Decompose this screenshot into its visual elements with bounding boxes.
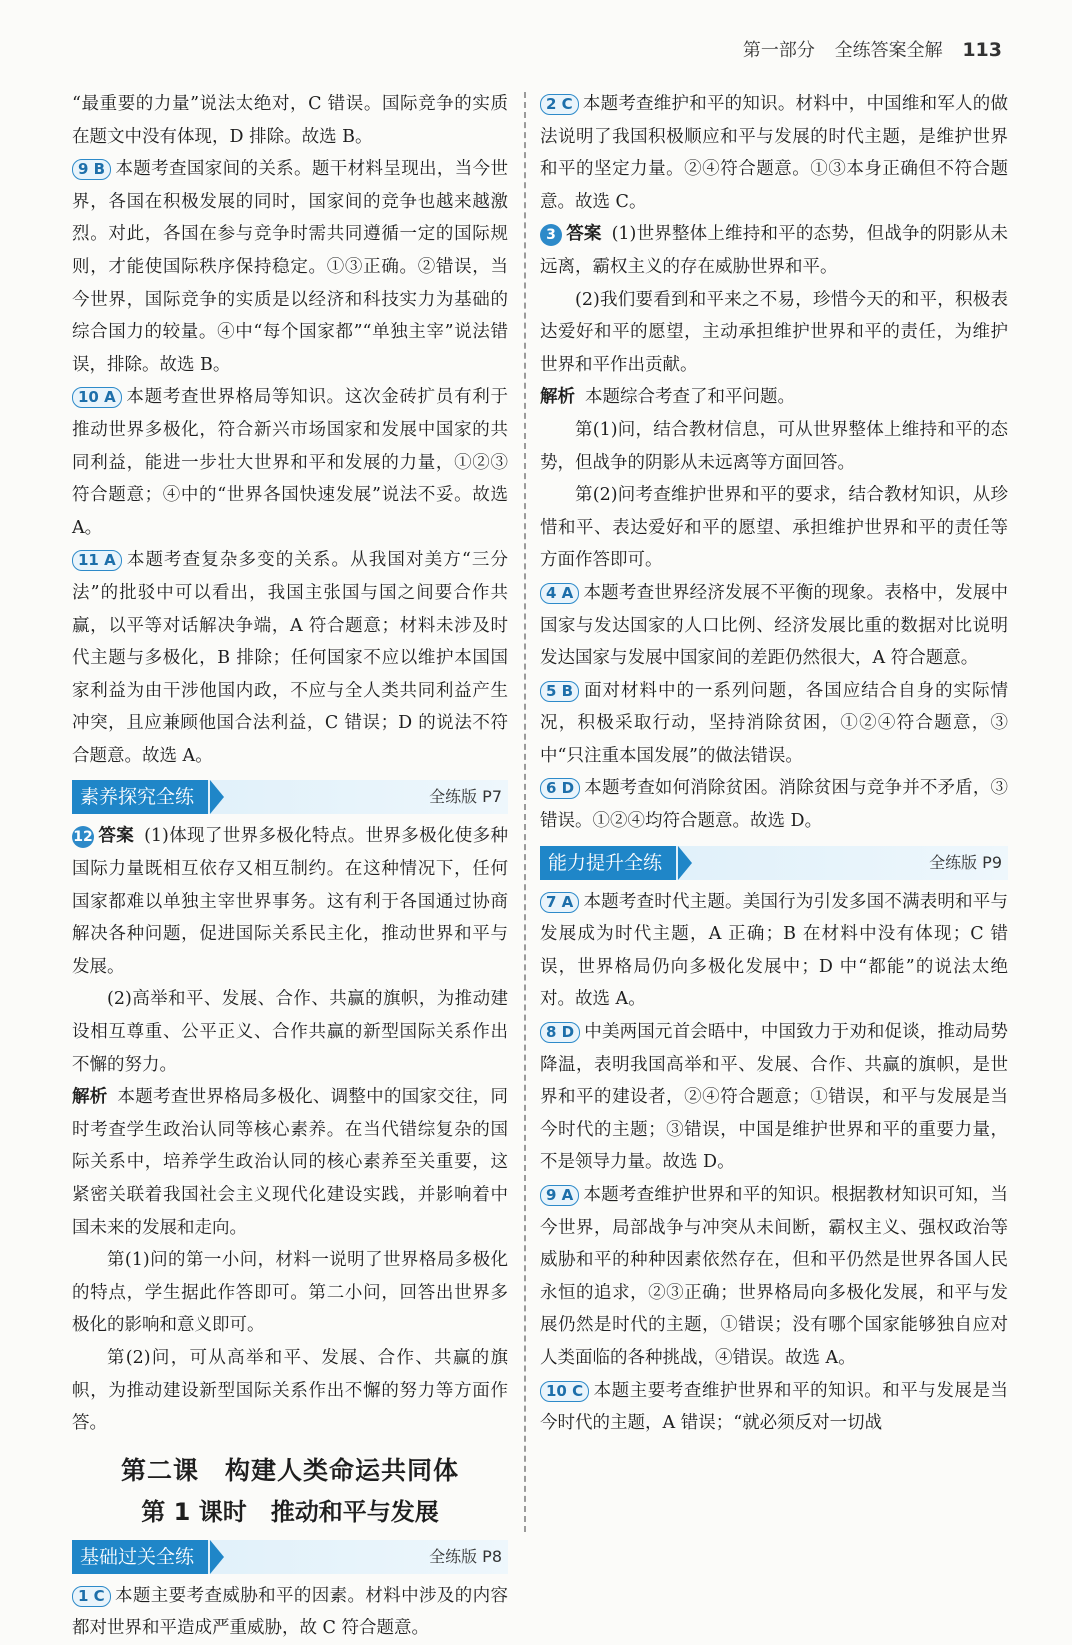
answer-item: [72, 820, 508, 983]
answer-tag: 10 A: [72, 387, 122, 408]
analysis-label: 解析: [72, 1087, 108, 1108]
section-header: [540, 846, 1008, 880]
answer-tag: 6 D: [540, 778, 580, 799]
answer-label: 答案: [98, 826, 135, 847]
answer-label: 答案: [566, 224, 602, 245]
header-part: 第一部分: [742, 40, 815, 61]
answer-tag: 4 A: [540, 583, 579, 604]
answer-text: 本题考查如何消除贫困。消除贫困与竞争并不矛盾，③错误。①②④均符合题意。故选 D。: [540, 778, 1008, 832]
page-number: 113: [962, 39, 1002, 61]
answer-text: (2)高举和平、发展、合作、共赢的旗帜，为推动建设相互尊重、公平正义、合作共赢的新型国际关系作出不懈的努力。: [72, 989, 508, 1075]
continued-answer: “最重要的力量”说法太绝对，C 错误。国际竞争的实质在题文中没有体现，D 排除。故选 B。: [72, 94, 508, 147]
section-arrow-icon: [210, 780, 224, 814]
answer-item: [540, 88, 1008, 218]
analysis-para: [72, 1081, 508, 1244]
lesson-title: 第二课 构建人类命运共同体: [120, 1455, 459, 1485]
answer-tag: 11 A: [72, 550, 122, 571]
answer-item: [72, 1580, 508, 1645]
section-arrow-icon: [210, 1540, 224, 1574]
column-divider: [524, 92, 526, 1532]
answer-item: [540, 772, 1008, 837]
answer-item: [72, 381, 508, 544]
analysis-text: 第(1)问，结合教材信息，可从世界整体上维持和平的态势，但战争的阴影从未远离等方面回答。: [540, 419, 1008, 473]
answer-text: (2)我们要看到和平来之不易，珍惜今天的和平，积极表达爱好和平的愿望，主动承担维护世界和平的责任，为维护世界和平作出贡献。: [540, 289, 1008, 375]
analysis-text: 本题考查世界格局多极化、调整中的国家交往，同时考查学生政治认同等核心素养。在当代错综复杂的国际关系中，培养学生政治认同的核心素养至关重要，这紧密关联着我国社会主义现代化建设实践，并影响着中国未来的发展和走向。: [72, 1087, 509, 1238]
section-title: 素养探究全练: [72, 780, 208, 814]
analysis-text: 本题综合考查了和平问题。: [585, 387, 795, 408]
analysis-text: 第(2)问，可从高举和平、发展、合作、共赢的旗帜，为推动建设新型国际关系作出不懈的努力等方面作答。: [72, 1347, 508, 1434]
answer-item: [72, 153, 508, 381]
header-title: 全练答案全解: [834, 40, 943, 61]
answer-item: [540, 886, 1008, 1016]
answer-tag: 9 A: [540, 1185, 579, 1206]
answer-text: 中美两国元首会晤中，中国致力于劝和促谈，推动局势降温，表明我国高举和平、发展、合作、共赢的旗帜，是世界和平的建设者，②④符合题意；①错误，和平与发展是当今时代的主题；③错误，中国是维护世界和平的重要力量，不是领导力量。故选 D。: [540, 1022, 1008, 1173]
answer-item: [540, 1179, 1008, 1375]
answer-text: 本题考查复杂多变的关系。从我国对美方“三分法”的批驳中可以看出，我国主张国与国之间要合作共赢，以平等对话解决争端，A 符合题意；材料未涉及时代主题与多极化，B 排除；任何国家不应以维护本国国家利益为由干涉他国内政，不应与全人类共同利益产生冲突，且应兼顾他国合法利益，C 错误；D 的说法不符合题意。故选 A。: [72, 550, 508, 766]
section-arrow-icon: [678, 846, 692, 880]
answer-tag: 7 A: [540, 892, 579, 913]
answer-tag: 8 D: [540, 1022, 580, 1043]
answer-text: 本题考查世界经济发展不平衡的现象。表格中，发展中国家与发达国家的人口比例、经济发展比重的数据对比说明发达国家与发展中国家间的差距仍然很大，A 符合题意。: [540, 582, 1008, 669]
answer-text: 本题考查世界格局等知识。这次金砖扩员有利于推动世界多极化，符合新兴市场国家和发展中国家的共同利益，能进一步壮大世界和平和发展的力量，①②③符合题意；④中的“世界各国快速发展”说法不妥。故选 A。: [72, 387, 508, 538]
section-ref: 全练版 P8: [429, 1546, 502, 1566]
answer-tag: 9 B: [72, 159, 111, 180]
right-column: [540, 88, 1008, 1440]
lesson-subtitle: 第 1 课时 推动和平与发展: [141, 1497, 439, 1526]
answer-text: 本题主要考查维护世界和平的知识。和平与发展是当今时代的主题，A 错误；“就必须反对一切战: [540, 1380, 1008, 1434]
analysis-label: 解析: [540, 387, 575, 408]
answer-tag: 1 C: [72, 1586, 111, 1607]
page-header: [729, 36, 1002, 62]
answer-item: [72, 544, 508, 772]
section-header: [72, 780, 508, 814]
answer-text: 本题考查维护世界和平的知识。根据教材知识可知，当今世界，局部战争与冲突从未间断，霸权主义、强权政治等威胁和平的种种因素依然存在，但和平仍然是世界各国人民永恒的追求，②③正确；世界格局向多极化发展，和平与发展仍然是时代的主题，①错误；没有哪个国家能够独自应对人类面临的各种挑战，④错误。故选 A。: [540, 1185, 1008, 1368]
answer-text: (1)世界整体上维持和平的态势，但战争的阴影从未远离，霸权主义的存在威胁世界和平。: [540, 224, 1008, 277]
answer-item: [540, 1016, 1008, 1179]
left-column: [72, 88, 508, 1645]
answer-item: [540, 218, 1008, 283]
answer-text: (1)体现了世界多极化特点。世界多极化使多种国际力量既相互依存又相互制约。在这种情况下，任何国家都难以单独主宰世界事务。这有利于各国通过协商解决各种问题，促进国际关系民主化，推动世界和平与发展。: [72, 826, 509, 977]
question-number: 12: [72, 826, 94, 848]
section-title: 能力提升全练: [540, 846, 676, 880]
answer-text: 面对材料中的一系列问题，各国应结合自身的实际情况，积极采取行动，坚持消除贫困，①②④符合题意，③中“只注重本国发展”的做法错误。: [540, 680, 1008, 766]
answer-text: 本题考查维护和平的知识。材料中，中国维和军人的做法说明了我国积极顺应和平与发展的时代主题，是维护世界和平的坚定力量。②④符合题意。①③本身正确但不符合题意。故选 C。: [540, 94, 1008, 212]
answer-text: 本题考查国家间的关系。题干材料呈现出，当今世界，各国在积极发展的同时，国家间的竞争也越来越激烈。对此，各国在参与竞争时需共同遵循一定的国际规则，才能使国际秩序保持稳定。①③正确。②错误，当今世界，国际竞争的实质是以经济和科技实力为基础的综合国力的较量。④中“每个国家都”“单独主宰”说法错误，排除。故选 B。: [72, 159, 508, 375]
section-title: 基础过关全练: [72, 1540, 208, 1574]
answer-text: 本题主要考查威胁和平的因素。材料中涉及的内容都对世界和平造成严重威胁，故 C 符合题意。: [72, 1585, 508, 1639]
section-ref: 全练版 P7: [429, 787, 502, 807]
answer-tag: 2 C: [540, 94, 579, 115]
answer-tag: 5 B: [540, 681, 579, 702]
analysis-text: 第(1)问的第一小问，材料一说明了世界格局多极化的特点，学生据此作答即可。第二小问，回答出世界多极化的影响和意义即可。: [72, 1250, 508, 1336]
answer-text: 本题考查时代主题。美国行为引发多国不满表明和平与发展成为时代主题，A 正确；B 在材料中没有体现；C 错误，世界格局仍向多极化发展中；D 中“都能”的说法太绝对。故选 A。: [540, 891, 1008, 1010]
section-header: [72, 1540, 508, 1574]
question-number: 3: [540, 224, 562, 246]
answer-tag: 10 C: [540, 1381, 589, 1402]
analysis-text: 第(2)问考查维护世界和平的要求，结合教材知识，从珍惜和平、表达爱好和平的愿望、承担维护世界和平的责任等方面作答即可。: [540, 485, 1008, 571]
answer-item: [540, 675, 1008, 773]
answer-item: [540, 577, 1008, 675]
section-ref: 全练版 P9: [929, 852, 1002, 872]
analysis-para: [540, 381, 1008, 414]
answer-item: [540, 1375, 1008, 1440]
